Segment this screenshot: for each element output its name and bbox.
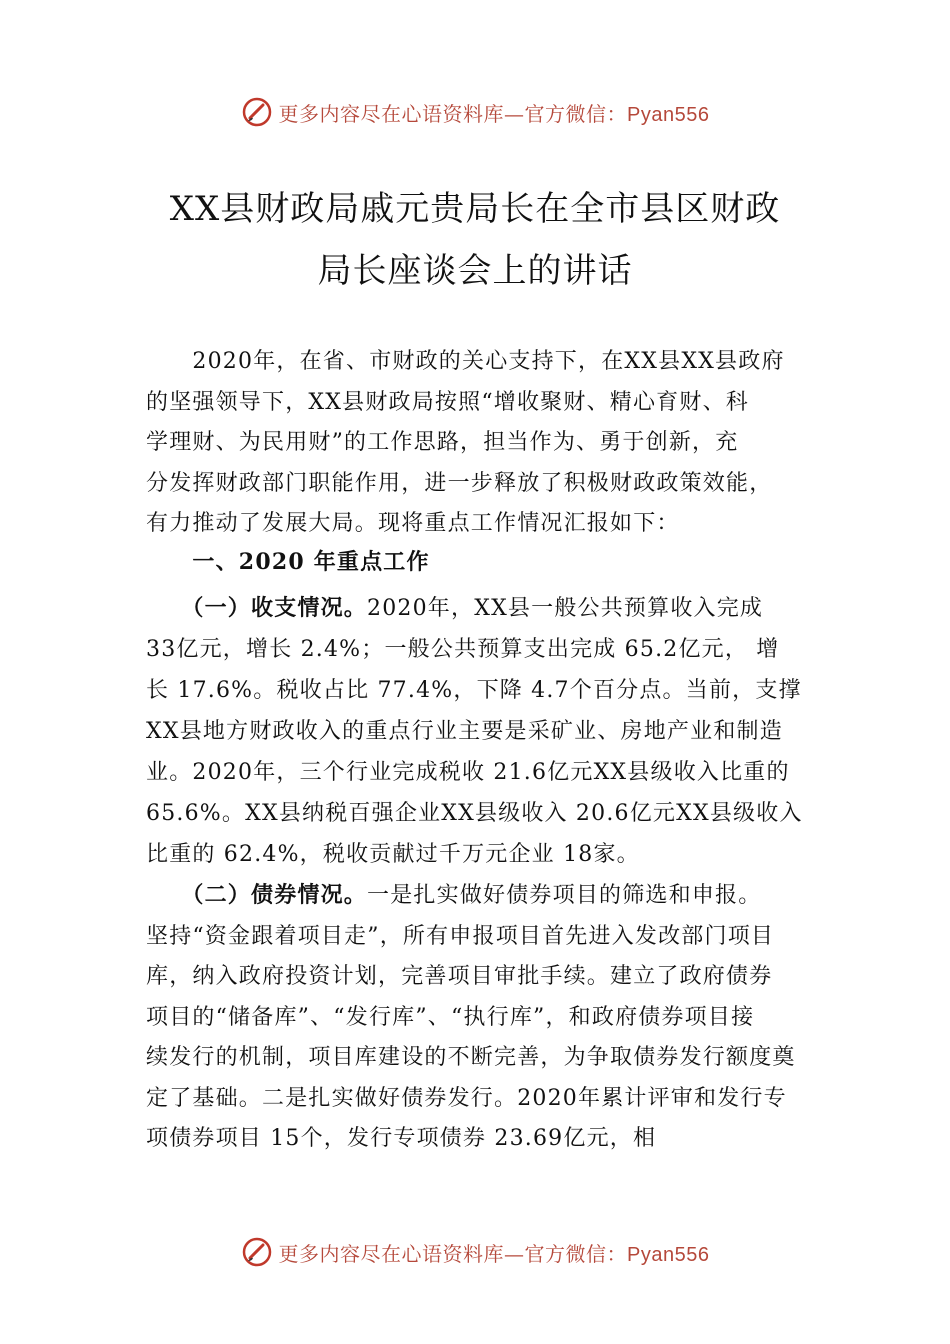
body-line: 分发挥财政部门职能作用，进一步释放了积极财政政策效能， (146, 471, 773, 496)
wechat-id: Pyan556 (627, 103, 710, 126)
subsection-line (146, 591, 763, 622)
body-line: 比重的 62.4%，税收贡献过千万元企业 18家。 (146, 842, 640, 867)
banner-text: 更多内容尽在心语资料库—官方微信：Pyan556 (278, 101, 710, 126)
body-line: 业。2020年，三个行业完成税收 21.6亿元XX县级收入比重的 (146, 760, 790, 785)
body-line: 2020年，在省、市财政的关心支持下，在XX县XX县政府 (146, 349, 785, 374)
body-line: 33亿元，增长 2.4%；一般公共预算支出完成 65.2亿元， 增 (146, 637, 780, 662)
subsection-text: 2020年，XX县一般公共预算收入完成 (367, 596, 764, 621)
document-title-line-1: XX县财政局戚元贵局长在全市县区财政 (169, 189, 781, 229)
body-line: 的坚强领导下，XX县财政局按照“增收聚财、精心育财、科 (146, 390, 749, 415)
body-line: 续发行的机制，项目库建设的不断完善，为争取债券发行额度奠 (146, 1045, 796, 1070)
body-line: 项目的“储备库”、“发行库”、“执行库”，和政府债券项目接 (146, 1005, 755, 1030)
banner-text: 更多内容尽在心语资料库—官方微信：Pyan556 (278, 1241, 710, 1266)
subsection-line (146, 878, 761, 909)
body-line: 学理财、为民用财”的工作思路，担当作为、勇于创新，充 (146, 430, 739, 455)
body-line: 有力推动了发展大局。现将重点工作情况汇报如下： (146, 511, 680, 536)
subsection-heading: （二）债券情况。 (192, 882, 368, 908)
footer-banner (0, 1232, 950, 1272)
body-line: XX县地方财政收入的重点行业主要是采矿业、房地产业和制造 (146, 719, 783, 744)
section-heading: 一、2020 年重点工作 (192, 549, 430, 575)
subsection-heading: （一）收支情况。 (192, 595, 368, 621)
wechat-id: Pyan556 (627, 1243, 710, 1266)
body-line: 65.6%。XX县纳税百强企业XX县级收入 20.6亿元XX县级收入 (146, 801, 803, 826)
body-line: 项债券项目 15个，发行专项债券 23.69亿元，相 (146, 1126, 657, 1151)
body-line: 定了基础。二是扎实做好债券发行。2020年累计评审和发行专 (146, 1086, 787, 1111)
brush-circle-logo-icon (241, 96, 273, 128)
body-line: 长 17.6%。税收占比 77.4%，下降 4.7个百分点。当前，支撑 (146, 678, 802, 703)
brush-circle-logo-icon (241, 1236, 273, 1268)
body-line: 库，纳入政府投资计划，完善项目审批手续。建立了政府债券 (146, 964, 773, 989)
document-title-line-2: 局长座谈会上的讲话 (317, 251, 633, 291)
body-line: 坚持“资金跟着项目走”，所有申报项目首先进入发改部门项目 (146, 924, 775, 949)
header-banner (0, 92, 950, 132)
subsection-text: 一是扎实做好债券项目的筛选和申报。 (367, 883, 762, 908)
